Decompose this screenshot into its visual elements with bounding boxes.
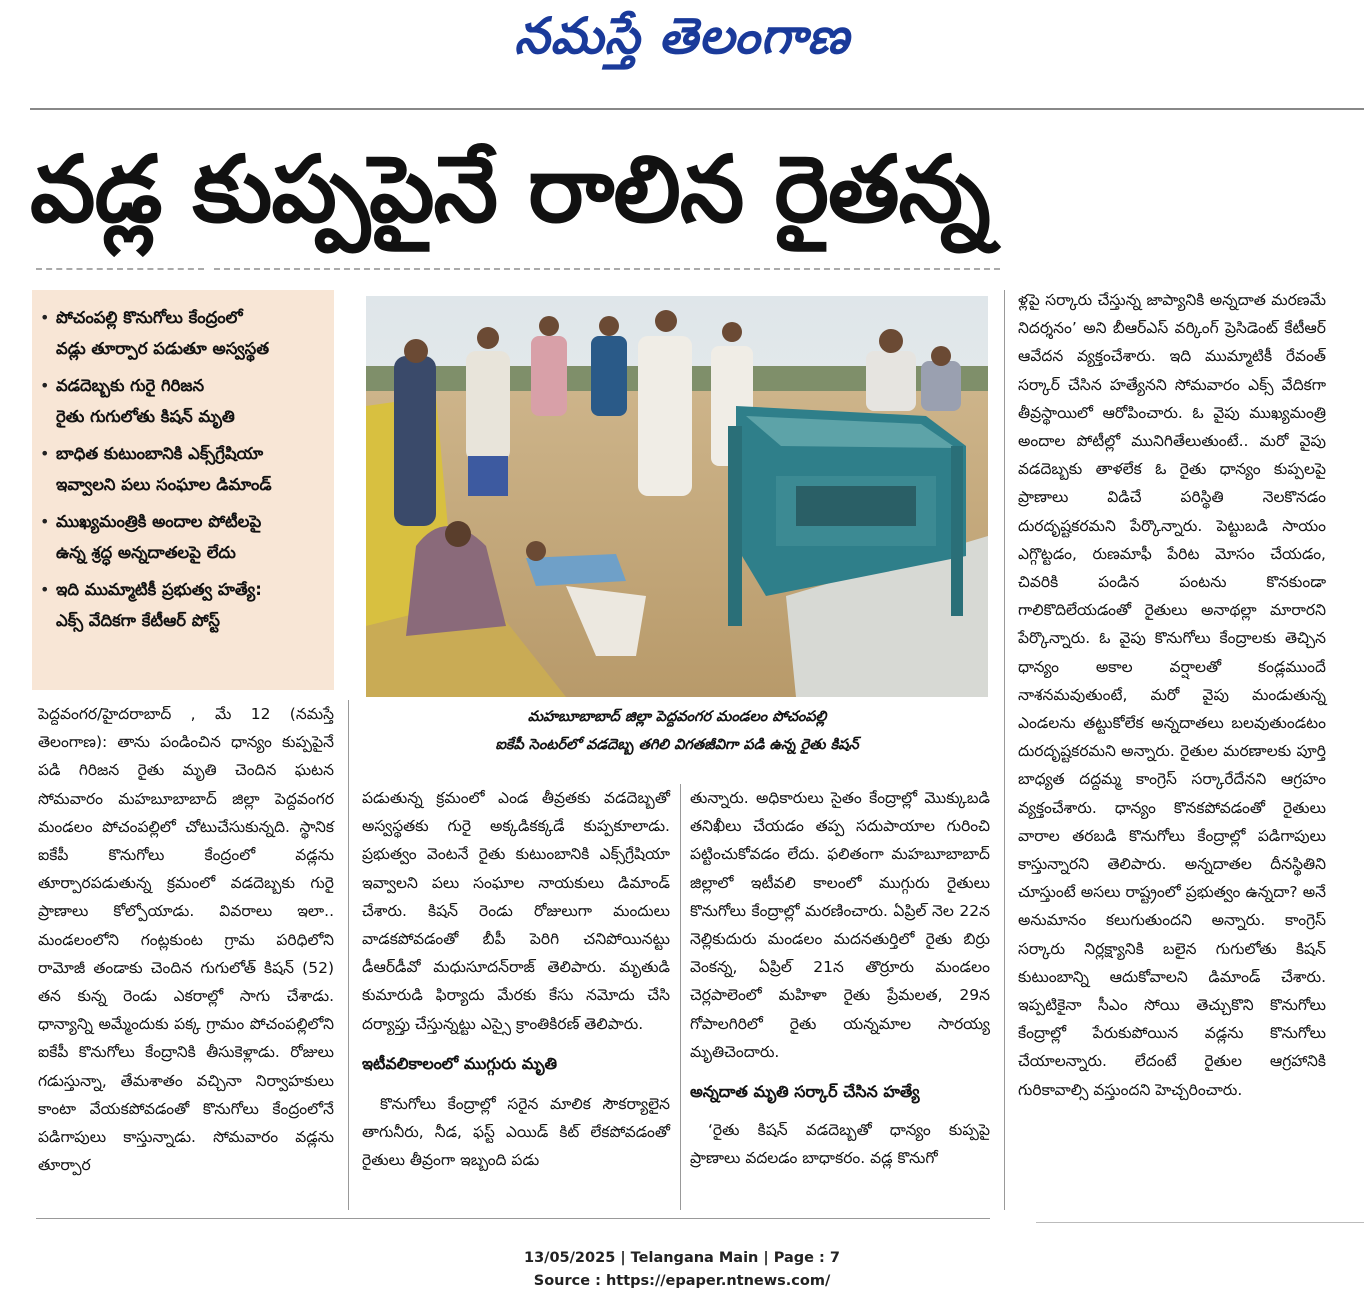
column-3-paragraph-1: తున్నారు. అధికారులు సైతం కేంద్రాల్లో మొక్కుబడి తనిఖీలు చేయడం తప్ప సదుపాయాల గురించి పట్టించుకోవడం లేదు. ఫలితంగా మహబూబాబాద్ జిల్లాలో ఇటీవలి కాలంలో ముగ్గురు రైతులు కొనుగోలు కేంద్రాల్లో మరణించారు. ఏప్రిల్ నెల 22న నెల్లికుదురు మండలం మదనతుర్తిలో రైతు బిర్రు వెంకన్న, ఏప్రిల్ 21న తొర్రూరు మండలం చెర్లపాలెంలో మహిళా రైతు ప్రేమలత, 29న గోపాలగిరిలో రైతు యన్నమాల సారయ్య మృతిచెందారు. — [690, 789, 990, 1061]
photo-caption — [366, 703, 988, 759]
bullet-icon: • — [40, 308, 50, 327]
column-3-subhead: అన్నదాత మృతి సర్కార్ చేసిన హత్యే — [690, 1082, 920, 1102]
highlight-item — [40, 574, 328, 636]
highlight-line: పోచంపల్లి కొనుగోలు కేంద్రంలో — [56, 308, 243, 327]
footer-date-line: 13/05/2025 | Telangana Main | Page : 7 — [523, 1250, 840, 1266]
bullet-icon: • — [40, 444, 50, 463]
highlight-line: వడ్లు తూర్పార పడుతూ అస్వస్థత — [56, 339, 270, 358]
highlight-line: ఉన్న శ్రద్ధ అన్నదాతలపై లేదు — [56, 543, 236, 562]
highlight-line: ఇది ముమ్మాటికీ ప్రభుత్వ హత్యే: — [56, 580, 262, 599]
caption-line-2: ఐకేపీ సెంటర్‌లో వడదెబ్బ తగిలి విగతజీవిగా పడి ఉన్న రైతు కిషన్ — [495, 737, 859, 753]
highlight-line: రైతు గుగులోతు కిషన్ మృతి — [56, 407, 235, 426]
bullet-icon: • — [40, 376, 50, 395]
masthead-rule — [30, 108, 1364, 110]
headline-rule-right — [214, 268, 1000, 270]
masthead-logo: నమస్తే తెలంగాణ — [514, 6, 850, 65]
bullet-icon: • — [40, 580, 50, 599]
highlight-item — [40, 370, 328, 432]
highlight-line: ముఖ్యమంత్రికి అందాల పోటీలపై — [56, 512, 262, 531]
article-column-3 — [690, 784, 990, 1172]
article-column-1 — [38, 700, 334, 1179]
highlight-line: బాధిత కుటుంబానికి ఎక్స్‌గ్రేషియా — [56, 444, 264, 463]
highlight-item — [40, 302, 328, 364]
bottom-rule-right — [1036, 1222, 1364, 1223]
bullet-icon: • — [40, 512, 50, 531]
column-2-subhead: ఇటీవలికాలంలో ముగ్గురు మృతి — [362, 1053, 557, 1073]
headline: వడ్ల కుప్పపైనే రాలిన రైతన్న — [30, 136, 990, 243]
caption-line-1: మహబూబాబాద్ జిల్లా పెద్దవంగర మండలం పోచంపల్లి — [527, 709, 827, 725]
highlight-line: ఇవ్వాలని పలు సంఘాల డిమాండ్ — [56, 475, 272, 494]
headline-rule-left — [36, 268, 204, 270]
article-column-2 — [362, 784, 670, 1174]
highlight-item — [40, 438, 328, 500]
footer-source-line: Source : https://epaper.ntnews.com/ — [533, 1273, 831, 1289]
column-2-paragraph-1: పడుతున్న క్రమంలో ఎండ తీవ్రతకు వడదెబ్బతో అస్వస్థతకు గురై అక్కడికక్కడే కుప్పకూలాడు. ప్రభుత్వం వెంటనే రైతు కుటుంబానికి ఎక్స్‌గ్రేషియా ఇవ్వాలని పలు సంఘాల నాయకులు డిమాండ్ చేశారు. కిషన్ రెండు రోజులుగా మందులు వాడకపోవడంతో బీపీ పెరిగి చనిపోయినట్టు డీఆర్‌డీవో మధుసూదన్‌రాజ్ తెలిపారు. మృతుడి కుమారుడి ఫిర్యాదు మేరకు కేసు నమోదు చేసి దర్యాప్తు చేస్తున్నట్టు ఎస్సై క్రాంతికిరణ్ తెలిపారు. — [362, 789, 670, 1033]
column-divider — [1004, 290, 1005, 1210]
news-photo — [366, 296, 988, 697]
highlight-line: వడదెబ్బకు గురై గిరిజన — [56, 376, 205, 395]
column-2-paragraph-2: కొనుగోలు కేంద్రాల్లో సరైన మాలిక సౌకర్యాలైన తాగునీరు, నీడ, ఫస్ట్ ఎయిడ్ కిట్ లేకపోవడంతో రైతులు తీవ్రంగా ఇబ్బంది పడు — [362, 1094, 670, 1170]
bottom-rule — [36, 1218, 990, 1219]
column-3-paragraph-2: ‘రైతు కిషన్ వడదెబ్బతో ధాన్యం కుప్పపై ప్రాణాలు వదలడం బాధాకరం. వడ్ల కొనుగో — [690, 1121, 990, 1168]
highlights-box — [32, 290, 334, 690]
column-4-text: ళ్లపై సర్కారు చేస్తున్న జాప్యానికి అన్నదాత మరణమే నిదర్శనం’ అని బీఆర్ఎస్ వర్కింగ్ ప్రెసిడెంట్ కేటీఆర్ ఆవేదన వ్యక్తంచేశారు. ఇది ముమ్మాటికీ రేవంత్ సర్కార్ చేసిన హత్యేనని సోమవారం ఎక్స్ వేదికగా తీవ్రస్థాయిలో ఆరోపించారు. ఓ వైపు ముఖ్యమంత్రి అందాల పోటీల్లో మునిగితేలుతుంటే.. మరో వైపు వడదెబ్బకు తాళలేక ఓ రైతు ధాన్యం కుప్పలపై ప్రాణాలు విడిచే పరిస్థితి నెలకొనడం దురదృష్టకరమని పేర్కొన్నారు. పెట్టుబడి సాయం ఎగ్గొట్టడం, రుణమాఫీ పేరిట మోసం చేయడం, చివరికి పండిన పంటను కొనకుండా గాలికొదిలేయడంతో రైతులు అనాథల్లా మారారని పేర్కొన్నారు. ఓ వైపు కొనుగోలు కేంద్రాలకు తెచ్చిన ధాన్యం అకాల వర్షాలతో కండ్లముందే నాశనమవుతుంటే, మరో వైపు మండుతున్న ఎండలను తట్టుకోలేక అన్నదాతలు బలవుతుండటం దురదృష్టకరమని అన్నారు. రైతుల మరణాలకు పూర్తి బాధ్యత దద్దమ్మ కాంగ్రెస్ సర్కారేదేనని ఆగ్రహం వ్యక్తంచేశారు. ధాన్యం కొనకపోవడంతో రైతులు వారాల తరబడి కొనుగోలు కేంద్రాల్లో పడిగాపులు కాస్తున్నారని తెలిపారు. అన్నదాతల దీనస్థితిని చూస్తుంటే అసలు రాష్ట్రంలో ప్రభుత్వం ఉన్నదా? అనే అనుమానం కలుగుతుందని అన్నారు. కాంగ్రెస్ సర్కారు నిర్లక్ష్యానికి బలైన గుగులోతు కిషన్ కుటుంబాన్ని ఆదుకోవాలని డిమాండ్ చేశారు. ఇప్పటికైనా సీఎం సోయి తెచ్చుకొని కొనుగోలు కేంద్రాల్లో పేరుకుపోయిన వడ్లను కొనుగోలు చేయాలన్నారు. లేదంటే రైతుల ఆగ్రహానికి గురికావాల్సి వస్తుందని హెచ్చరించారు. — [1018, 291, 1326, 1099]
column-1-text: పెద్దవంగర/హైదరాబాద్ , మే 12 (నమస్తే తెలంగాణ): తాను పండించిన ధాన్యం కుప్పపైనే పడి గిరిజన రైతు మృతి చెందిన ఘటన సోమవారం మహబూబాబాద్ జిల్లా పెద్దవంగర మండలం పోచంపల్లిలో చోటుచేసుకున్నది. స్థానిక ఐకేపీ కొనుగోలు కేంద్రంలో వడ్లను తూర్పారపడుతున్న క్రమంలో వడదెబ్బకు గురై ప్రాణాలు కోల్పోయాడు. వివరాలు ఇలా.. మండలంలోని గంట్లకుంట గ్రామ పరిధిలోని రామోజీ తండాకు చెందిన గుగులోత్ కిషన్ (52) తన కున్న రెండు ఎకరాల్లో సాగు చేశాడు. ధాన్యాన్ని అమ్మేందుకు పక్క గ్రామం పోచంపల్లిలోని ఐకేపీ కొనుగోలు కేంద్రానికి తీసుకెళ్లాడు. రోజులు గడుస్తున్నా, తేమశాతం వచ్చినా నిర్వాహకులు కాంటా వేయకపోవడంతో కొనుగోలు కేంద్రంలోనే పడిగాపులు కాస్తున్నాడు. సోమవారం వడ్లను తూర్పార — [38, 705, 334, 1175]
column-divider — [680, 784, 681, 1210]
highlight-line: ఎక్స్ వేదికగా కేటీఆర్ పోస్ట్ — [56, 611, 220, 630]
article-column-4 — [1018, 286, 1326, 1104]
highlight-item — [40, 506, 328, 568]
column-divider — [348, 700, 349, 1210]
